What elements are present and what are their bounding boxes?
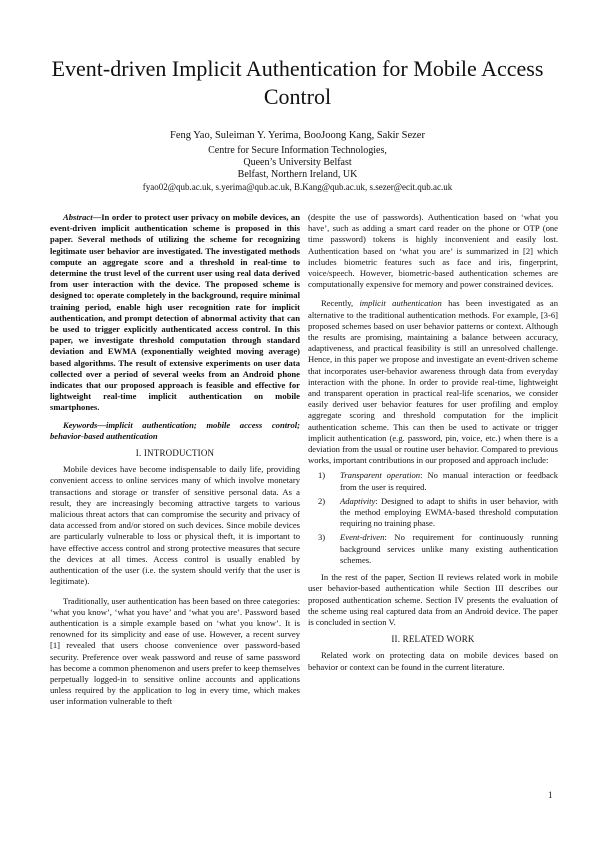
list-item-text: : No manual interaction or feedback from the user is required.: [340, 470, 558, 492]
p3-post: has been investigated as an alternative to the traditional authentication methods. For example, [3-6] proposed schemes based on user behavior patterns or context. Although the results are promising, maintaining a balance between accuracy, adaptiveness, and practical feasibility is still an unresolved challenge. Hence, in this paper we propose and investigate an event-driven scheme that incorporates user-behavior awareness through data from everyday interaction with the phone. In order to provide real-time, lightweight and transparent operation in practical real-life scenarios, we consider easily derived user behavior features for user profiling and employ aggregate scoring and threshold computation for the implicit authentication scheme. This can then be used to activate or trigger implicit authentication (e.g. password, pin, voice, etc.) when there is a deviation from the usual or routine user behavior. Compared to previous works, important contributions in our proposed and approach include:: [308, 298, 558, 466]
intro-paragraph-2-continued: (despite the use of passwords). Authentication based on ‘what you have’, such as adding a smart card reader on the phone or OTP (one time password) tokens is highly inconvenient and easily lost. Authentication based on ‘what you are’ is summarized in [2] which includes biometric features such as face and iris, fingerprint, voice/speech. However, biometric-based authentication schemes are computationally expensive for memory and power constrained devices.: [308, 212, 558, 290]
list-item-number: 3): [318, 532, 326, 543]
p3-emphasis: implicit authentication: [359, 298, 442, 309]
abstract-lead: Abstract: [63, 212, 93, 222]
right-column: [308, 212, 558, 673]
section-heading-introduction: I. INTRODUCTION: [135, 448, 215, 459]
affiliation-line-3: Belfast, Northern Ireland, UK: [237, 169, 358, 180]
related-work-paragraph-1: Related work on protecting data on mobile devices based on behavior or context can be found in the current literature.: [308, 650, 558, 672]
intro-paragraph-4: In the rest of the paper, Section II reviews related work in mobile user behavior-based authentication while Section III describes our proposed authentication scheme. Section IV presents the evaluation of the scheme using real captured data from an Android device. The paper is concluded in section V.: [308, 572, 558, 627]
list-item: [308, 496, 558, 530]
section-heading-related-work: II. RELATED WORK: [391, 634, 475, 645]
intro-paragraph-2: Traditionally, user authentication has been based on three categories: ‘what you know’, ‘what you have’ and ‘what you are’. Password based authentication is a simple example based on ‘what you know’. It is renowned for its simplicity and ease of use. However, a recent survey [1] revealed that users choose convenience over password-based security. Preference over weak password and reuse of same password has become a common phenomenon and users prefer to keep themselves perpetually logged-in to sensitive online accounts and applications unless required by the application to log in every time, which makes user information vulnerable to theft: [50, 595, 300, 707]
abstract: [50, 212, 300, 414]
paper-title: Event-driven Implicit Authentication for Mobile Access Control: [51, 56, 544, 109]
list-item-term: Transparent operation: [340, 470, 421, 481]
list-item-text: : No requirement for continuously running background services unlike many existing authentication schemes.: [340, 532, 558, 565]
author-emails: fyao02@qub.ac.uk, s.yerima@qub.ac.uk, B.Kang@qub.ac.uk, s.sezer@ecit.qub.ac.uk: [142, 182, 453, 192]
affiliation-line-1: Centre for Secure Information Technologies,: [208, 145, 387, 156]
list-item-text: : Designed to adapt to shifts in user behavior, with the method employing EWMA-based threshold computation requiring no training phase.: [340, 495, 558, 529]
affiliation-line-2: Queen’s University Belfast: [243, 157, 352, 168]
list-item-number: 1): [318, 470, 326, 481]
intro-paragraph-1: Mobile devices have become indispensable to daily life, providing convenient access to online services many of which involve monetary transactions and storage or transfer of sensitive personal data. As a result, they are increasingly becoming attractive targets to various malicious threat actors that can compromise the security and privacy of data accessed from and/or stored on such devices. Since mobile devices are particularly vulnerable to loss or physical theft, it is important to have effective access control and strong protective measures that secure the devices at all times. Access control is usually enabled by authentication of the user (i.e. the system should verify that the user is legitimate).: [50, 464, 300, 587]
list-item-term: Adaptivity: [340, 495, 376, 506]
author-names: Feng Yao, Suleiman Y. Yerima, BooJoong Kang, Sakir Sezer: [170, 130, 425, 141]
list-item-number: 2): [318, 495, 326, 506]
contribution-list: [308, 470, 558, 566]
abstract-body: —In order to protect user privacy on mobile devices, an event-driven implicit authentication scheme is proposed in this paper. Several methods of utilizing the scheme for recognizing legitimate user behavior are investigated. The investigated methods compute an aggregate score and a threshold in real-time to determine the trust level of the current user using real data derived from user interaction with the device. The proposed scheme is designed to: operate completely in the background, require minimal training period, enable high user recognition rate for implicit authentication, and prompt detection of abnormal activity that can be used to trigger explicitly authenticated access control. In this paper, we investigate threshold computation through standard deviation and EWMA (exponentially weighted moving average) based algorithms. The result of extensive experiments on user data collected over a period of several weeks from an Android phone indicates that our proposed approach is feasible and effective for lightweight real-time implicit authentication on mobile smartphones.: [50, 212, 300, 413]
list-item: [308, 532, 558, 566]
page-number: 1: [548, 790, 553, 800]
list-item-term: Event-driven: [340, 532, 385, 543]
keywords: Keywords—implicit authentication; mobile access control; behavior-based authentication: [50, 419, 300, 441]
author-block: [40, 130, 555, 193]
list-item: [308, 470, 558, 492]
left-column: [50, 212, 300, 708]
intro-paragraph-3: [308, 298, 558, 466]
p3-pre: Recently,: [321, 298, 360, 309]
